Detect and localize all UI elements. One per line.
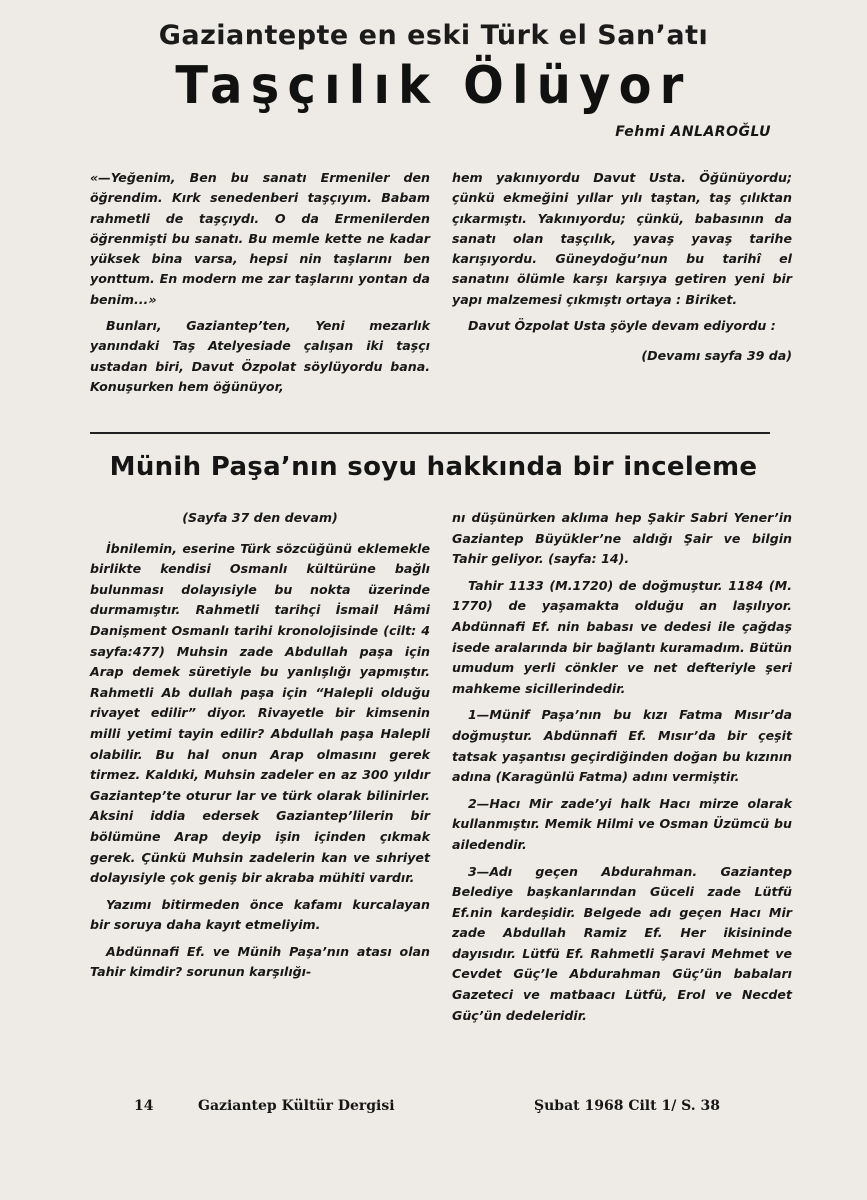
article1-right-column bbox=[452, 168, 792, 373]
article2-title: Münih Paşa’nın soyu hakkında bir inceleme bbox=[109, 452, 758, 482]
paragraph: Bunları, Gaziantep’ten, Yeni mezarlık yanındaki Taş Atelyesiade çalışan iki taşçı ustadan biri, Davut Özpolat söylüyordu bana. Konuşurken hem öğünüyor, bbox=[90, 318, 430, 394]
section-divider bbox=[90, 432, 770, 434]
paragraph: Tahir 1133 (M.1720) de doğmuştur. 1184 (M. 1770) de yaşamakta olduğu an laşılıyor. Abdünnafi Ef. nin babası ve dedesi ile çağdaş isede aralarında bir bağlantı kuramadım. Bütün umudum yerli cönkler ve net defteriyle şeri mahkeme sicillerindedir. bbox=[452, 577, 792, 696]
article1-left-column bbox=[90, 168, 430, 403]
continued-from-note: (Sayfa 37 den devam) bbox=[182, 510, 338, 525]
article2-left-column bbox=[90, 508, 430, 989]
issue-info: Şubat 1968 Cilt 1/ S. 38 bbox=[534, 1098, 721, 1114]
paragraph: Yazımı bitirmeden önce kafamı kurcalayan bir soruya daha kayıt etmeliyim. bbox=[90, 896, 430, 933]
article2-right-column bbox=[452, 508, 792, 1032]
continued-note: (Devamı sayfa 39 da) bbox=[641, 348, 792, 364]
paragraph: Davut Özpolat Usta şöyle devam ediyordu : bbox=[468, 318, 776, 334]
publication-name: Gaziantep Kültür Dergisi bbox=[198, 1098, 395, 1114]
paragraph: nı düşünürken aklıma hep Şakir Sabri Yener’in Gaziantep Büyükler’ne aldığı Şair ve bilgin Tahir geliyor. (sayfa: 14). bbox=[452, 510, 792, 567]
paragraph: hem yakınıyordu Davut Usta. Öğünüyordu; çünkü ekmeğini yıllar yılı taştan, taş çılıktan çıkarmıştı. Yakınıyordu; çünkü, babasının da sanatı olan taşçılık, yavaş yavaş tarihe karışıyordu. Güneydoğu’nun bu tarihî el sanatını ölümle karşı karşıya getiren yeni bir yapı malzemesi çıkmıştı ortaya : Biriket. bbox=[452, 170, 792, 307]
paragraph: İbnilemin, eserine Türk sözcüğünü eklemekle birlikte kendisi Osmanlı kültürüne bağlı bulunması dolayısiyle bu nokta üzerinde durmamıştır. Rahmetli tarihçi İsmail Hâmi Danişment Osmanlı tarihi kronolojisinde (cilt: 4 sayfa:477) Muhsin zade Abdullah paşa için Arap demek süretiyle bu yanlışlığı yapmıştır. Rahmetli Ab dullah paşa için “Halepli olduğu rivayet edilir” diyor. Rivayetle bir kimsenin milli yetimi tayin edilir? Abdullah paşa Halepli olabilir. Bu hal onun Arap olmasını gerek tirmez. Kaldıki, Muhsin zadeler en az 300 yıldır Gaziantep’te oturur lar ve türk olarak bilinirler. Aksini iddia edersek Gaziantep’lilerin bir bölümüne Arap deyip işin içinden çıkmak gerek. Çünkü Muhsin zadelerin kan ve sıhriyet dolayısiyle çok geniş bir akraba mühiti vardır. bbox=[90, 540, 430, 886]
article-title: Taşçılık Ölüyor bbox=[175, 56, 692, 116]
author-byline: Fehmi ANLAROĞLU bbox=[615, 124, 771, 140]
footnote: 2—Hacı Mir zade’yi halk Hacı mirze olarak kullanmıştır. Memik Hilmi ve Osman Üzümcü bu ailedendir. bbox=[452, 795, 792, 852]
paragraph: «—Yeğenim, Ben bu sanatı Ermeniler den öğrendim. Kırk senedenberi taşçıyım. Babam rahmetli de taşçıydı. O da Ermenilerden öğrenmişti bu sanatı. Bu memle kette ne kadar yüksek bina varsa, hepsi nin taşlarını ben yonttum. En modern me zar taşlarını yontan da benim...» bbox=[90, 170, 430, 307]
paragraph: Abdünnafi Ef. ve Münih Paşa’nın atası olan Tahir kimdir? sorunun karşılığı- bbox=[90, 943, 430, 980]
page-number: 14 bbox=[134, 1098, 154, 1114]
footnote: 1—Münif Paşa’nın bu kızı Fatma Mısır’da doğmuştur. Abdünnafi Ef. Mısır’da bir çeşit tatsak yaşantısı geçirdiğinden doğan bu kızının adına (Karagünlü Fatma) adını vermiştir. bbox=[452, 707, 792, 785]
article-kicker: Gaziantepte en eski Türk el San’atı bbox=[158, 20, 709, 51]
footnote: 3—Adı geçen Abdurahman. Gaziantep Belediye başkanlarından Güceli zade Lütfü Ef.nin kardeşidir. Belgede adı geçen Hacı Mir zade Abdullah Ramiz Ef. Her ikisininde dayısıdır. Lütfü Ef. Rahmetli Şaravi Mehmet ve Cevdet Güç’le Abdurahman Güç’ün babaları Gazeteci ve matbaacı Lütfü, Erol ve Necdet Güç’ün dedeleridir. bbox=[452, 863, 792, 1023]
